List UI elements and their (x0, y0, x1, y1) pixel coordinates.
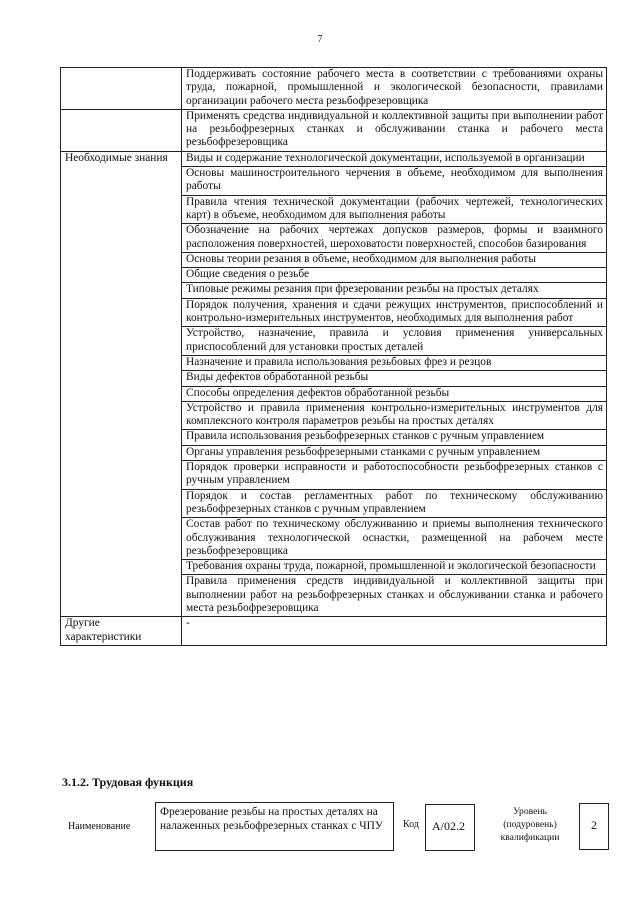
requirement-cell: Поддерживать состояние рабочего места в соответствии с требованиями охраны труда, пожарной, промышленной и экологической безопасности, правилами организации рабочего места резьбофрезеровщика (182, 68, 607, 110)
knowledge-item: Общие сведения о резьбе (182, 268, 607, 283)
knowledge-item: Порядок и состав регламентных работ по техническому обслуживанию резьбофрезерных станков с ручным управлением (182, 489, 607, 518)
table-row (61, 151, 607, 166)
section-title: 3.1.2. Трудовая функция (62, 775, 194, 789)
knowledge-item: Способы определения дефектов обработанной резьбы (182, 386, 607, 401)
function-name-box: Фрезерование резьбы на простых деталях на налаженных резьбофрезерных станках с ЧПУ (155, 802, 394, 851)
knowledge-item: Требования охраны труда, пожарной, промышленной и экологической безопасности (182, 560, 607, 575)
qualification-level-label: Уровень (подуровень) квалификации (500, 806, 560, 843)
knowledge-item: Правила применения средств индивидуальной и коллективной защиты при выполнении работ на резьбофрезерных станках и обслуживании станка и рабочего места резьбофрезеровщика (182, 575, 607, 617)
row-label (61, 109, 182, 151)
knowledge-label: Необходимые знания (61, 151, 182, 617)
code-label: Код (403, 819, 419, 830)
page-number: 7 (317, 34, 323, 45)
knowledge-item: Основы машиностроительного черчения в объеме, необходимом для выполнения работы (182, 167, 607, 196)
knowledge-item: Правила использования резьбофрезерных станков с ручным управлением (182, 430, 607, 445)
knowledge-item: Виды дефектов обработанной резьбы (182, 371, 607, 386)
knowledge-item: Виды и содержание технологической документации, используемой в организации (182, 151, 607, 166)
knowledge-item: Основы теории резания в объеме, необходимом для выполнения работы (182, 252, 607, 267)
knowledge-item: Назначение и правила использования резьбовых фрез и резцов (182, 355, 607, 370)
qualification-level-box: 2 (579, 803, 609, 850)
knowledge-item: Устройство, назначение, правила и условия применения универсальных приспособлений для установки простых деталей (182, 327, 607, 356)
other-characteristics-value: - (182, 617, 607, 646)
other-characteristics-label: Другие характеристики (61, 617, 182, 646)
knowledge-item: Порядок проверки исправности и работоспособности резьбофрезерных станков с ручным управлением (182, 461, 607, 490)
knowledge-item: Состав работ по техническому обслуживанию и приемы выполнения технического обслуживания технологической оснастки, размещенной на рабочем месте резьбофрезеровщика (182, 518, 607, 560)
table-row (61, 109, 607, 151)
knowledge-item: Обозначение на рабочих чертежах допусков размеров, формы и взаимного расположения поверхностей, шероховатости поверхностей, способов базирования (182, 224, 607, 253)
function-code-box: А/02.2 (425, 804, 475, 851)
table-row (61, 617, 607, 646)
knowledge-item: Типовые режимы резания при фрезеровании резьбы на простых деталях (182, 283, 607, 298)
table-row (61, 68, 607, 110)
row-label (61, 68, 182, 110)
knowledge-item: Порядок получения, хранения и сдачи режущих инструментов, приспособлений и контрольно-измерительных инструментов, необходимых для выполнения работ (182, 298, 607, 327)
knowledge-item: Органы управления резьбофрезерными станками с ручным управлением (182, 445, 607, 460)
knowledge-item: Правила чтения технической документации (рабочих чертежей, технологических карт) в объеме, необходимом для выполнения работы (182, 195, 607, 224)
requirement-cell: Применять средства индивидуальной и коллективной защиты при выполнении работ на резьбофрезерных станках и обслуживании станка и рабочего места резьбофрезеровщика (182, 109, 607, 151)
requirements-table (60, 67, 607, 646)
name-label: Наименование (68, 821, 131, 832)
knowledge-item: Устройство и правила применения контрольно-измерительных инструментов для комплексного контроля параметров резьбы на простых деталях (182, 401, 607, 430)
